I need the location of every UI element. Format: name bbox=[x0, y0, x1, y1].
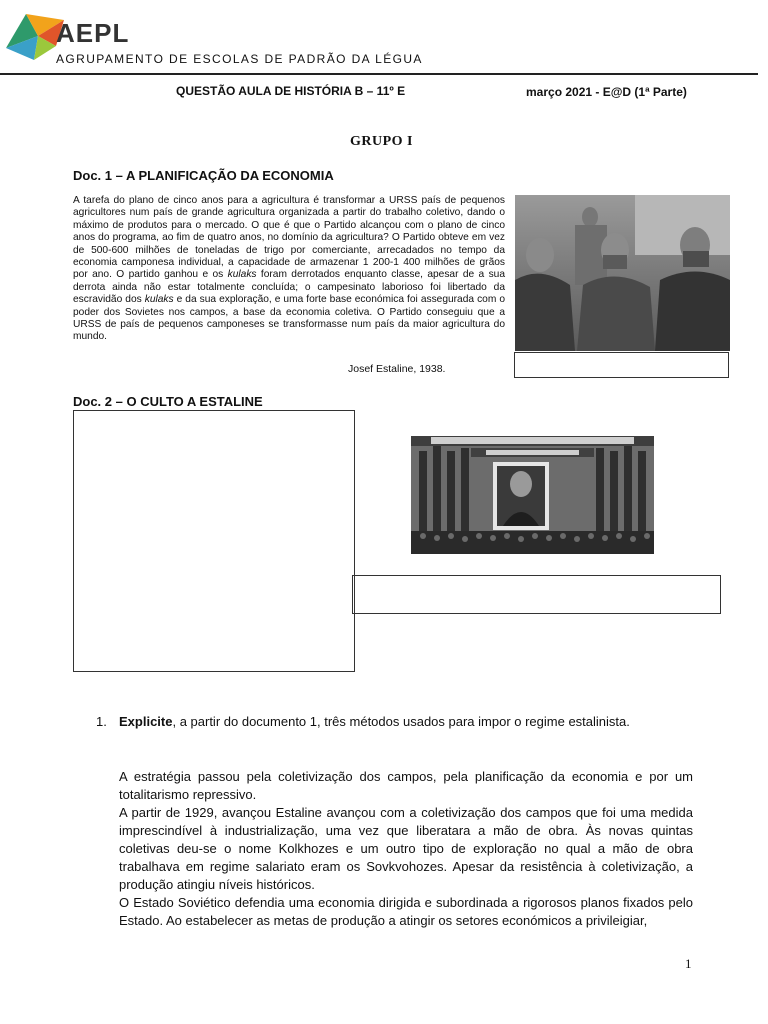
doc1-text-part2: foram derrotados enquanto classe, apesar de a sua derrota ainda não estar totalmente concluída; o campesinato laborioso foi libertado da escravidão dos bbox=[73, 269, 505, 306]
question-number: 1. bbox=[96, 714, 107, 729]
header-divider bbox=[0, 73, 758, 75]
subject-line: QUESTÃO AULA DE HISTÓRIA B – 11º E bbox=[176, 84, 406, 98]
doc1-author: Josef Estaline, 1938. bbox=[348, 363, 446, 375]
answer-paragraph: A partir de 1929, avançou Estaline avançou com a coletivização dos campos que foi uma medida imprescindível à industrialização, uma vez que liberatara a mão de obra. Às novas quintas coletivas deu-se o nome Kolkhozes e um outro tipo de exploração no qual a mão de obra trabalhava em regime salariato eram os Sovkvohozes. Apesar da resistência à coletivização, a produção atingiu níveis históricos. bbox=[119, 805, 693, 892]
doc1-title: Doc. 1 – A PLANIFICAÇÃO DA ECONOMIA bbox=[73, 168, 334, 183]
question-verb: Explicite bbox=[119, 714, 173, 729]
doc2-caption-box[interactable] bbox=[352, 575, 721, 614]
group-title: GRUPO I bbox=[350, 134, 413, 149]
answer-paragraph: O Estado Soviético defendia uma economia dirigida e subordinada a rigorosos planos fixados pelo Estado. Ao estabelecer as metas de produção a atingir os setores económicos a privileigiar, bbox=[119, 895, 693, 928]
answer-text[interactable] bbox=[119, 768, 693, 930]
peasants-photo bbox=[515, 195, 730, 351]
question-text: , a partir do documento 1, três métodos usados para impor o regime estalinista. bbox=[172, 714, 630, 729]
stalin-rally-photo bbox=[411, 436, 654, 554]
date-line: março 2021 - E@D (1ª Parte) bbox=[526, 85, 687, 99]
doc1-text-part1: A tarefa do plano de cinco anos para a agricultura é transformar a URSS país de pequenos agricultores num país de grande agricultura organizada a partir do trabalho coletivo, dando o máximo de produtos para o mercado. O que é que o Partido alcançou com o plano de cinco anos do programa, ao fim de quatro anos, no domínio da agricultura? O Partido obteve em vez de 500-600 milhões de toneladas de trigo por comerciante, arrecadados no tempo da economia camponesa individual, a capacidade de armazenar 1 200-1 400 milhões de grãos por ano. O partido ganhou e os bbox=[73, 195, 505, 281]
doc1-text-part3: e da sua exploração, e uma forte base económica foi assegurada com o poder dos Sovietes nos campos, a base da economia coletiva. O Partido conseguiu que a URSS de país de pequenos camponeses se transformasse num país da maior agricultura do mundo. bbox=[73, 294, 505, 343]
doc1-text bbox=[73, 195, 505, 344]
doc1-term-kulaks-2: kulaks bbox=[144, 294, 174, 306]
page-number: 1 bbox=[685, 956, 692, 971]
school-name: AGRUPAMENTO DE ESCOLAS DE PADRÃO DA LÉGUA bbox=[56, 52, 423, 66]
doc1-caption-box[interactable] bbox=[514, 352, 729, 378]
doc2-title: Doc. 2 – O CULTO A ESTALINE bbox=[73, 394, 263, 409]
doc2-answer-box[interactable] bbox=[73, 410, 355, 672]
doc1-term-kulaks: kulaks bbox=[227, 269, 257, 281]
brand-name: AEPL bbox=[56, 18, 130, 48]
answer-paragraph: A estratégia passou pela coletivização dos campos, pela planificação da economia e por um totalitarismo repressivo. bbox=[119, 769, 693, 802]
question-1 bbox=[96, 714, 630, 729]
